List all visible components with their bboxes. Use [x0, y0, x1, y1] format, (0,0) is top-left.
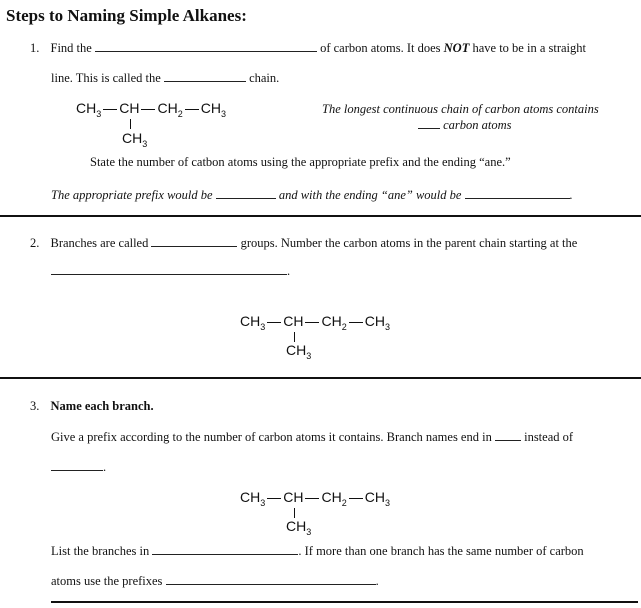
molecule-3: $CH_3$ CH $CH_2$ $CH_3$ — [240, 489, 390, 508]
q3-blank-list[interactable] — [152, 543, 298, 555]
divider-2 — [0, 377, 641, 379]
q1-blank-find[interactable] — [95, 40, 317, 52]
q1-line1: 1. Find the of carbon atoms. It does NOT have to be in a straight — [30, 41, 586, 55]
q3-blank-prefixes[interactable] — [166, 573, 376, 585]
q3-heading: 3. Name each branch. — [30, 399, 154, 413]
page-title: Steps to Naming Simple Alkanes: — [6, 6, 247, 25]
q1-longest-chain-text: The longest continuous chain of carbon atoms contains — [322, 102, 599, 116]
q2-blank-groups[interactable] — [151, 235, 237, 247]
q1-state-text: State the number of catbon atoms using the appropriate prefix and the ending “ane.” — [90, 155, 511, 169]
molecule-2: $CH_3$ CH $CH_2$ $CH_3$ — [240, 313, 390, 332]
q2-line1: 2. Branches are called groups. Number the carbon atoms in the parent chain starting at the — [30, 236, 578, 250]
q1-blank-chain[interactable] — [164, 70, 246, 82]
q2-blank-end[interactable] — [51, 263, 287, 275]
q1-prefix-line: The appropriate prefix would be and with the ending “ane” would be . — [51, 188, 573, 202]
divider-3 — [51, 601, 638, 603]
q2-number: 2. — [30, 236, 40, 250]
q1-number: 1. — [30, 41, 40, 55]
molecule-3-branch: $CH_3$ — [286, 518, 312, 537]
q3-atoms-line: atoms use the prefixes . — [51, 574, 379, 588]
q3-line1: Give a prefix according to the number of carbon atoms it contains. Branch names end in instead of — [51, 430, 574, 444]
q1-blank-count[interactable] — [418, 117, 440, 129]
molecule-1-branch: $CH_3$ — [122, 130, 148, 149]
molecule-2-branch: $CH_3$ — [286, 342, 312, 361]
q1-line2: line. This is called the chain. — [51, 71, 280, 85]
divider-1 — [0, 215, 641, 217]
q1-blank-ane[interactable] — [465, 187, 570, 199]
q1-longest-line2: carbon atoms — [418, 117, 512, 133]
q3-blank-ending[interactable] — [495, 429, 521, 441]
q3-number: 3. — [30, 399, 40, 413]
q2-line2: . — [51, 263, 290, 279]
q3-blank-instead[interactable] — [51, 459, 103, 471]
q3-line2: . — [51, 459, 106, 475]
q3-list-line: List the branches in . If more than one branch has the same number of carbon — [51, 544, 584, 558]
molecule-1: $CH_3$ CH $CH_2$ $CH_3$ — [76, 100, 226, 119]
q1-blank-prefix[interactable] — [216, 187, 276, 199]
